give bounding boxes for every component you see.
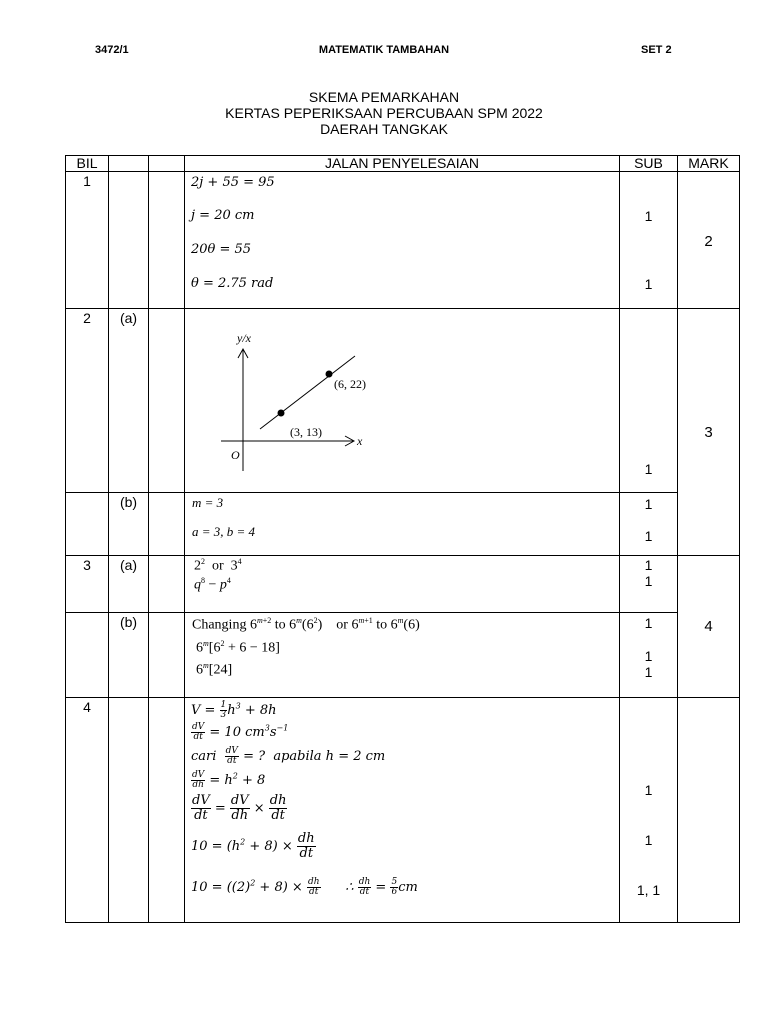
graph-label-p2: (3, 13): [290, 425, 322, 439]
graph-x-label: x: [357, 434, 363, 448]
q4-line-4: $\frac{dV}{dh}$ = $h^2 + 8$: [192, 770, 266, 790]
q3b-sub: 1 1 1: [620, 613, 678, 698]
q1-mark: 2: [678, 172, 740, 309]
q2-part-a: (a): [109, 309, 149, 493]
q4-working: [185, 698, 620, 923]
table-header-row: [66, 156, 740, 172]
q1-bil: 1: [66, 172, 109, 309]
q4-line-5: $\frac{dV}{dt}$ = $\frac{dV}{dh}$ × $\frac{dh}{dt}$: [192, 793, 287, 823]
q2b-line-2: a = 3, b = 4: [192, 524, 256, 539]
col-sub: SUB: [620, 156, 678, 172]
col-bil: BIL: [66, 156, 109, 172]
q3-part-a: (a): [109, 556, 149, 613]
graph-origin: O: [231, 448, 240, 462]
q3b-line-2: $6^m[6^2 + 6 - 18]$: [196, 639, 280, 656]
col-mark: MARK: [678, 156, 740, 172]
q2b-line-1: m = 3: [192, 495, 224, 510]
col-jalan: JALAN PENYELESAIAN: [185, 156, 620, 172]
subject-header: MATEMATIK TAMBAHAN: [318, 44, 450, 56]
q1-working: [185, 172, 620, 309]
graph-y-label: y/x: [237, 331, 251, 345]
paper-code: 3472/1: [95, 44, 129, 56]
q2-bil: 2: [66, 309, 109, 493]
q2b-sub: 1 1: [620, 493, 678, 556]
q4-bil: 4: [66, 698, 109, 923]
q3b-working: [185, 613, 620, 698]
graph-label-p1: (6, 22): [334, 377, 366, 391]
q2a-working: [185, 309, 620, 493]
q3-mark: 4: [678, 556, 740, 698]
q3a-row: [66, 556, 740, 613]
q3a-sub: 1 1: [620, 556, 678, 613]
q3b-row: [66, 613, 740, 698]
q4-mark: [678, 698, 740, 923]
q3a-line-2: $q^8 - p^4$: [194, 576, 231, 593]
point-6-22: [326, 371, 333, 378]
q2a-row: [66, 309, 740, 493]
q3-part-b: (b): [109, 613, 149, 698]
q2-part-b: (b): [109, 493, 149, 556]
q4-line-7: $10 = ((2)^2 + 8)$ × $\frac{dh}{dt}$ ∴ $\frac{dh}{dt}$ = $\frac{5}{6}$ cm: [191, 877, 418, 897]
q1-line-3: 20θ = 55: [191, 242, 252, 257]
q1-sub: 1 1: [620, 172, 678, 309]
set-header: SET 2: [641, 44, 672, 56]
q3b-line-1: Changing $6^{m+2}$ to $6^m(6^2)$ or $6^{m+1}$ to 6$^m$(6): [192, 616, 420, 633]
q4-line-1: V = $\frac{1}{3}$ $h^3 + 8h$: [191, 700, 277, 720]
title-line-2: KERTAS PEPERIKSAAN PERCUBAAN SPM 2022: [225, 105, 543, 121]
title-line-3: DAERAH TANGKAK: [320, 121, 448, 137]
q2b-working: [185, 493, 620, 556]
point-3-13: [278, 410, 285, 417]
q2-graph: [185, 309, 620, 493]
q2-mark: 3: [678, 309, 740, 556]
q4-sub: 1 1 1, 1: [620, 698, 678, 923]
q3-bil: 3: [66, 556, 109, 613]
q1-line-2: j = 20 cm: [191, 208, 255, 223]
q3a-line-1: $2^2$ or $3^4$: [194, 557, 242, 574]
q2b-row: [66, 493, 740, 556]
q3b-line-3: 6$^m$[24]: [196, 661, 233, 678]
q3a-working: [185, 556, 620, 613]
marking-scheme-table: [65, 155, 740, 923]
q1-line-4: θ = 2.75 rad: [191, 276, 274, 291]
title-line-1: SKEMA PEMARKAHAN: [308, 89, 460, 105]
q1-row: [66, 172, 740, 309]
q4-line-6: $10 = (h^2 + 8)$ × $\frac{dh}{dt}$: [191, 831, 315, 861]
q1-line-1: 2j + 55 = 95: [191, 175, 275, 190]
q4-row: [66, 698, 740, 923]
q4-line-2: $\frac{dV}{dt}$ = 10 $cm^3s^{-1}$: [192, 722, 289, 742]
q2a-sub: 1: [620, 309, 678, 493]
q4-line-3: cari $\frac{dV}{dt}$ = ? apabila h = 2 cm: [191, 746, 386, 766]
